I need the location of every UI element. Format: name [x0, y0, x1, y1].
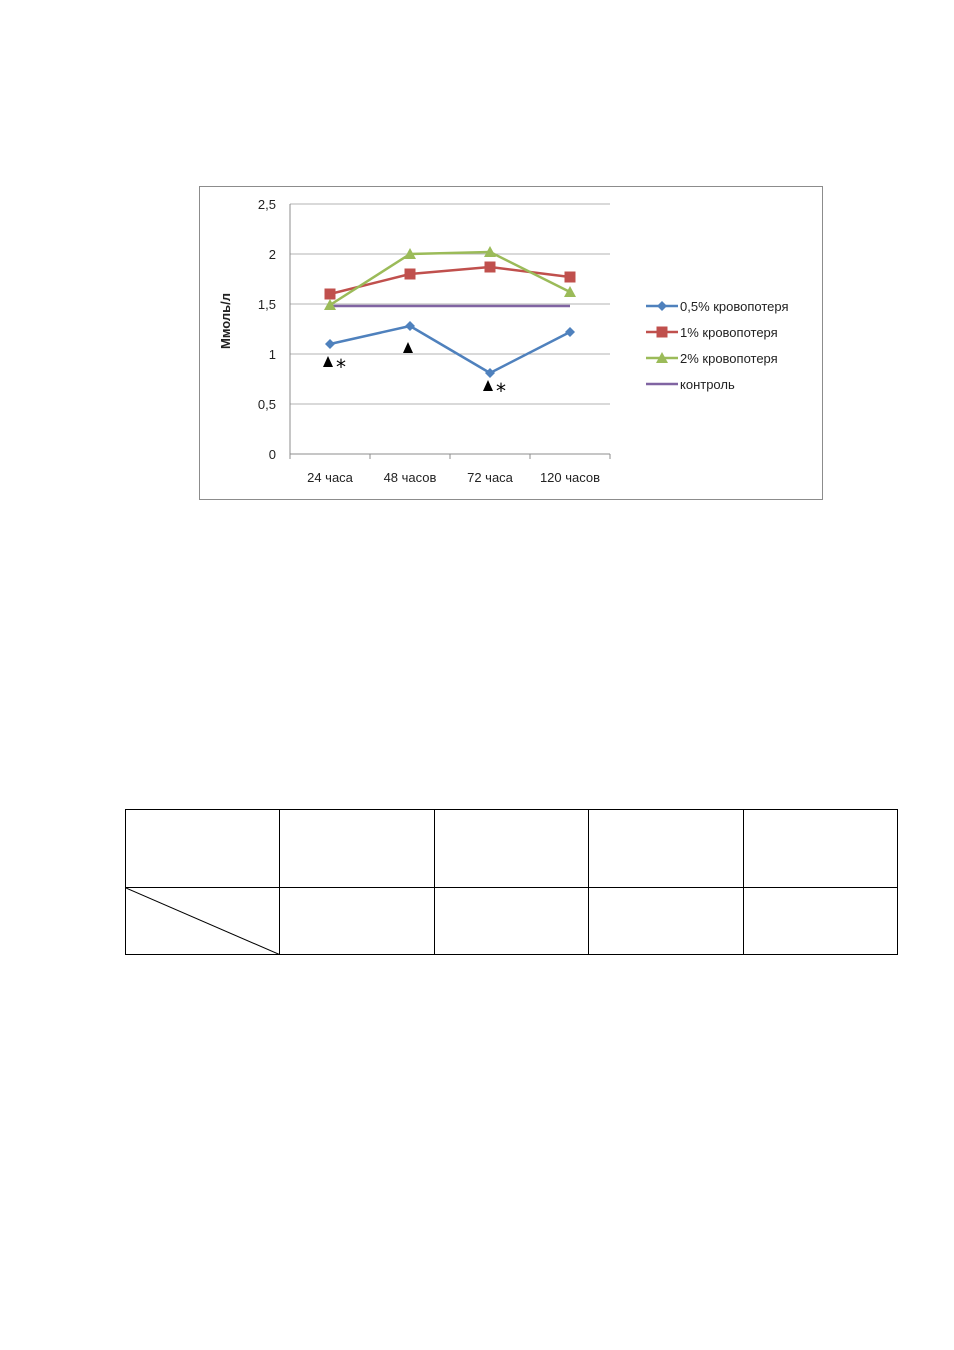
x-tick-label: 72 часа — [467, 470, 513, 485]
legend-label: 1% кровопотеря — [680, 325, 778, 340]
legend-label: 2% кровопотеря — [680, 351, 778, 366]
legend-marker — [657, 301, 667, 311]
y-tick-label: 0 — [268, 447, 276, 462]
annotation-star: * — [496, 379, 506, 403]
legend-marker — [657, 327, 668, 338]
legend-label: 0,5% кровопотеря — [680, 299, 789, 314]
x-tick-label: 120 часов — [539, 470, 601, 485]
table-row — [126, 810, 898, 888]
legend-label: контроль — [680, 377, 735, 392]
y-axis-label: Ммоль/л — [218, 292, 233, 350]
data-point — [564, 286, 576, 297]
table-row — [126, 887, 898, 954]
series-line — [330, 252, 570, 305]
table-cell — [743, 887, 897, 954]
data-point — [565, 327, 575, 337]
table-cell — [589, 887, 743, 954]
y-tick-label: 0,5 — [257, 397, 276, 412]
table-corner-cell — [126, 887, 280, 954]
series-line — [330, 326, 570, 373]
annotation-triangle — [323, 356, 333, 367]
annotation-triangle — [483, 380, 493, 391]
y-tick-label: 1 — [268, 347, 276, 362]
table-cell — [126, 810, 280, 888]
y-tick-label: 2,5 — [257, 197, 276, 212]
x-tick-label: 24 часа — [307, 470, 353, 485]
table-cell — [589, 810, 743, 888]
diagonal-line — [126, 888, 279, 954]
table-cell — [280, 887, 434, 954]
data-point — [405, 269, 416, 280]
y-tick-label: 1,5 — [257, 297, 276, 312]
x-tick-label: 48 часов — [383, 470, 437, 485]
annotation-star: * — [336, 355, 346, 379]
table-cell — [280, 810, 434, 888]
annotation-triangle — [403, 342, 413, 353]
table-cell — [434, 887, 588, 954]
series-line — [330, 267, 570, 294]
line-chart — [200, 187, 824, 501]
chart-frame — [199, 186, 823, 500]
table-cell — [434, 810, 588, 888]
data-point — [565, 272, 576, 283]
data-point — [325, 289, 336, 300]
y-tick-label: 2 — [268, 247, 276, 262]
empty-table — [125, 809, 898, 955]
data-point — [485, 262, 496, 273]
data-point — [325, 339, 335, 349]
table-cell — [743, 810, 897, 888]
